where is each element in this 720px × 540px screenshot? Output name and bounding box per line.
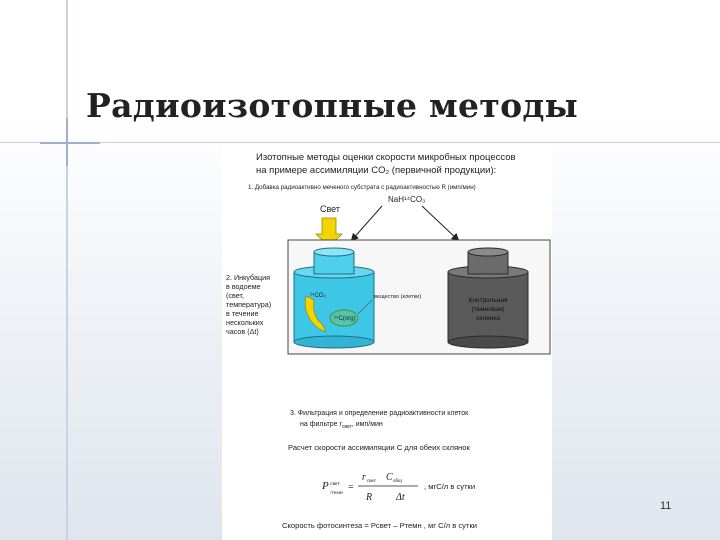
- method-figure: [222, 144, 552, 540]
- method-diagram: [222, 144, 552, 540]
- step3-line2: на фильтре $r_{свет}$, имп/мин: [300, 421, 383, 430]
- calc-title: Расчет скорости ассимиляции C для обеих склянок: [288, 443, 470, 452]
- step2-line1: 2. Инкубация: [226, 273, 270, 282]
- svg-text:P: P: [322, 480, 329, 492]
- photosynthesis-line: Скорость фотосинтеза = Pсвет – Pтемн , мг C/л в сутки: [282, 521, 478, 530]
- page-number: 11: [660, 500, 672, 512]
- co2-label: ¹⁴CO₂: [310, 293, 326, 299]
- decor-vertical-line: [66, 0, 68, 540]
- slide-title: Радиоизотопные методы: [86, 86, 579, 125]
- step2-line5: в течение: [226, 309, 259, 318]
- decor-horizontal-line: [0, 142, 720, 143]
- step2-line2: в водоеме: [226, 282, 261, 291]
- cell-label: ¹⁴C(org): [334, 316, 356, 322]
- svg-text:Δt: Δt: [396, 492, 405, 503]
- figure-heading-line1: Изотопные методы оценки скорости микробных процессов: [256, 152, 516, 163]
- substance-label: вещество (клетки): [374, 294, 422, 300]
- decor-cross-horizontal: [40, 142, 100, 144]
- step2-line7: часов (Δt): [226, 327, 259, 336]
- formula-unit: , мгC/л в сутки: [424, 482, 476, 491]
- figure-heading-line2: на примере ассимиляции CO₂ (первичной продукции):: [256, 165, 497, 176]
- step2-line4: температура): [226, 300, 272, 309]
- svg-text:свет: свет: [330, 481, 340, 487]
- svg-text:R: R: [366, 492, 373, 503]
- step2-line6: нескольких: [226, 318, 264, 327]
- reagent-label: NaH¹⁴CO₃: [388, 195, 426, 204]
- step3-line1: 3. Фильтрация и определение радиоактивности клеток: [290, 410, 469, 417]
- svg-text:свет: свет: [367, 479, 376, 484]
- light-label: Свет: [320, 204, 341, 214]
- svg-text:C: C: [386, 472, 393, 483]
- svg-text:общ: общ: [393, 479, 402, 484]
- step1-text: 1. Добавка радиоактивно меченого субстрата с радиоактивностью R (имп/мин): [248, 184, 476, 191]
- control-label-line1: Контрольная: [468, 297, 508, 304]
- svg-text:=: =: [348, 482, 354, 493]
- svg-text:r: r: [362, 472, 366, 483]
- svg-text:/темн: /темн: [330, 490, 343, 496]
- control-label-line3: склянка: [476, 315, 500, 322]
- decor-cross-vertical: [66, 118, 68, 166]
- control-label-line2: (темновая): [471, 306, 505, 313]
- step2-line3: (свет,: [226, 291, 244, 300]
